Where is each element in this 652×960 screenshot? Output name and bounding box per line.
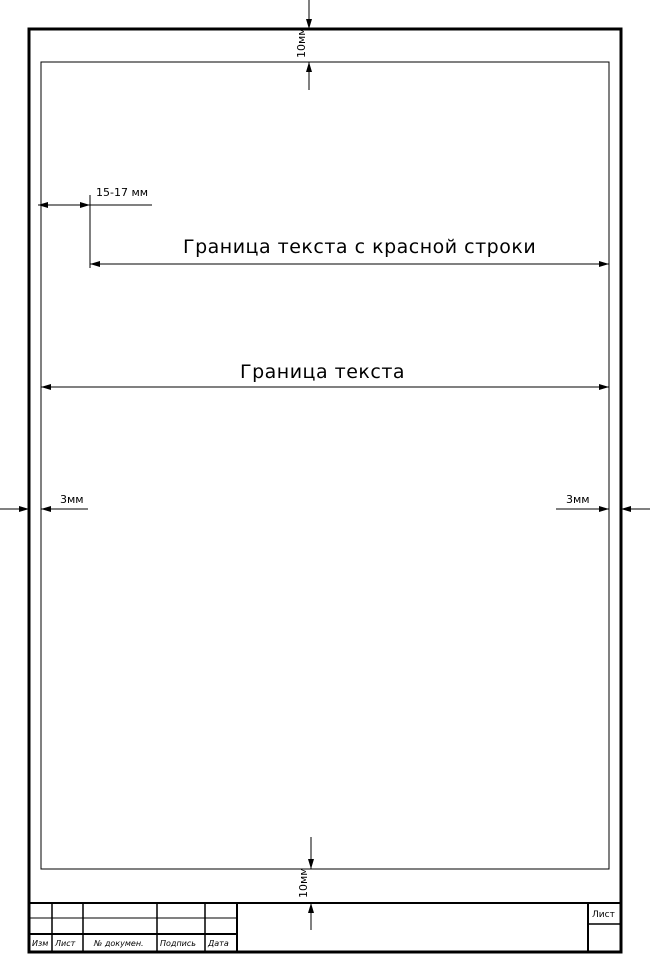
indent-label: 15-17 мм [96,186,149,199]
left-margin-dimension [0,493,88,509]
stamp-doc-no-label: № докумен. [94,939,144,948]
outer-frame [29,29,621,952]
red-line-boundary [90,236,609,264]
stamp-signature-label: Подпись [160,939,196,948]
stamp-list-label: Лист [55,939,76,948]
title-block [29,903,621,952]
stamp-izm-label: Изм [32,939,49,948]
text-boundary-label: Граница текста [240,361,406,383]
stamp-sheet-label: Лист [592,910,615,920]
right-margin-label: 3мм [566,493,590,506]
left-margin-label: 3мм [60,493,84,506]
right-margin-dimension [556,493,650,509]
bottom-margin-label: 10мм [297,867,310,898]
red-line-boundary-label: Граница текста с красной строки [183,236,537,258]
top-margin-label: 10мм [295,27,308,58]
top-margin-dimension [295,0,309,90]
text-border [41,62,609,869]
bottom-margin-dimension [297,837,311,930]
text-boundary [41,361,609,387]
stamp-date-label: Дата [208,939,229,948]
indent-dimension [38,186,152,268]
